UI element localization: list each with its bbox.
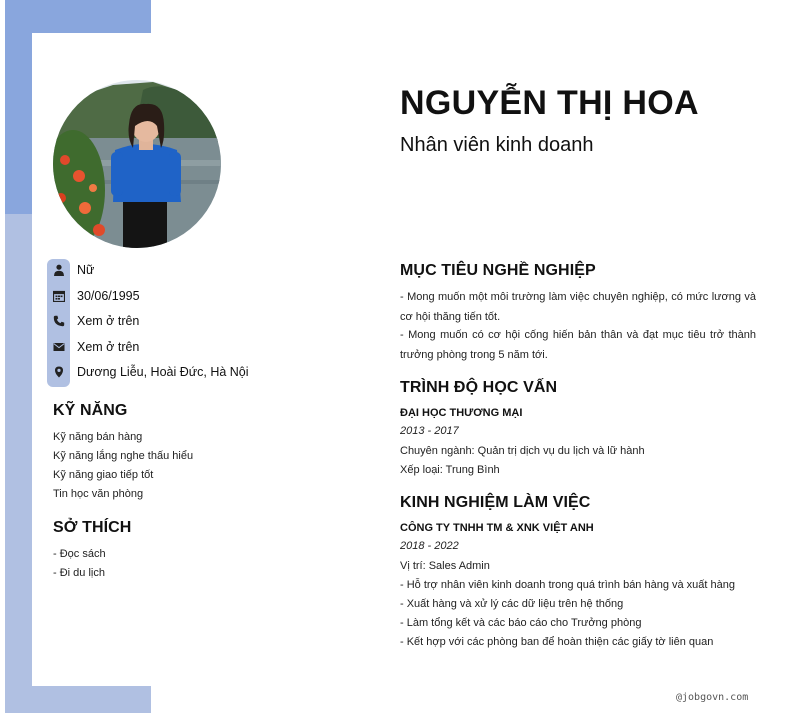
profile-photo (53, 80, 221, 248)
education-major: Chuyên ngành: Quản trị dịch vụ du lịch và lữ hành (400, 445, 645, 457)
contact-address (47, 359, 347, 384)
contact-gender (47, 257, 347, 282)
candidate-role: Nhân viên kinh doanh (400, 134, 594, 156)
hobby-item: - Đi du lịch (53, 567, 105, 579)
experience-position: Vị trí: Sales Admin (400, 560, 490, 572)
objective-line: - Mong muốn có cơ hội cống hiến bản thân và đạt mục tiêu trở thành trưởng phòng trong 5 năm tới. (400, 329, 756, 361)
contact-email (47, 334, 347, 359)
objective-line: - Mong muốn một môi trường làm việc chuyên nghiệp, có mức lương và cơ hội thăng tiến tốt. (400, 291, 756, 323)
experience-title: KINH NGHIỆM LÀM VIỆC (400, 494, 591, 511)
skill-item: Kỹ năng giao tiếp tốt (53, 469, 154, 481)
candidate-name: NGUYỄN THỊ HOA (400, 84, 699, 122)
experience-task: - Kết hợp với các phòng ban để hoàn thiện các giấy tờ liên quan (400, 636, 714, 648)
watermark-text: @jobgovn.com (676, 692, 749, 703)
email-text: Xem ở trên (77, 339, 140, 354)
mail-icon (47, 334, 70, 359)
education-period: 2013 - 2017 (400, 425, 459, 437)
person-icon (47, 257, 70, 282)
contact-birthday (47, 283, 347, 308)
experience-task: - Xuất hàng và xử lý các dữ liệu trên hệ thống (400, 598, 624, 610)
contact-phone (47, 308, 347, 333)
experience-task: - Hỗ trợ nhân viên kinh doanh trong quá trình bán hàng và xuất hàng (400, 579, 736, 591)
school-name: ĐẠI HỌC THƯƠNG MẠI (400, 407, 523, 419)
skill-item: Kỹ năng lắng nghe thấu hiểu (53, 450, 194, 462)
hobby-item: - Đọc sách (53, 548, 106, 560)
company-name: CÔNG TY TNHH TM & XNK VIỆT ANH (400, 522, 594, 534)
gender-text: Nữ (77, 262, 95, 277)
phone-text: Xem ở trên (77, 313, 140, 328)
phone-icon (47, 308, 70, 333)
objective-title: MỤC TIÊU NGHỀ NGHIỆP (400, 262, 596, 279)
hobbies-title: SỞ THÍCH (53, 519, 132, 536)
address-text: Dương Liễu, Hoài Đức, Hà Nội (77, 364, 249, 379)
location-pin-icon (47, 359, 70, 384)
birthday-text: 30/06/1995 (77, 288, 140, 303)
education-title: TRÌNH ĐỘ HỌC VẤN (400, 379, 558, 396)
experience-task: - Làm tổng kết và các báo cáo cho Trưởng phòng (400, 617, 642, 629)
skill-item: Tin học văn phòng (53, 488, 144, 500)
education-grade: Xếp loại: Trung Bình (400, 464, 500, 476)
experience-period: 2018 - 2022 (400, 540, 459, 552)
skills-title: KỸ NĂNG (53, 402, 128, 419)
skill-item: Kỹ năng bán hàng (53, 431, 143, 443)
calendar-icon (47, 283, 70, 308)
